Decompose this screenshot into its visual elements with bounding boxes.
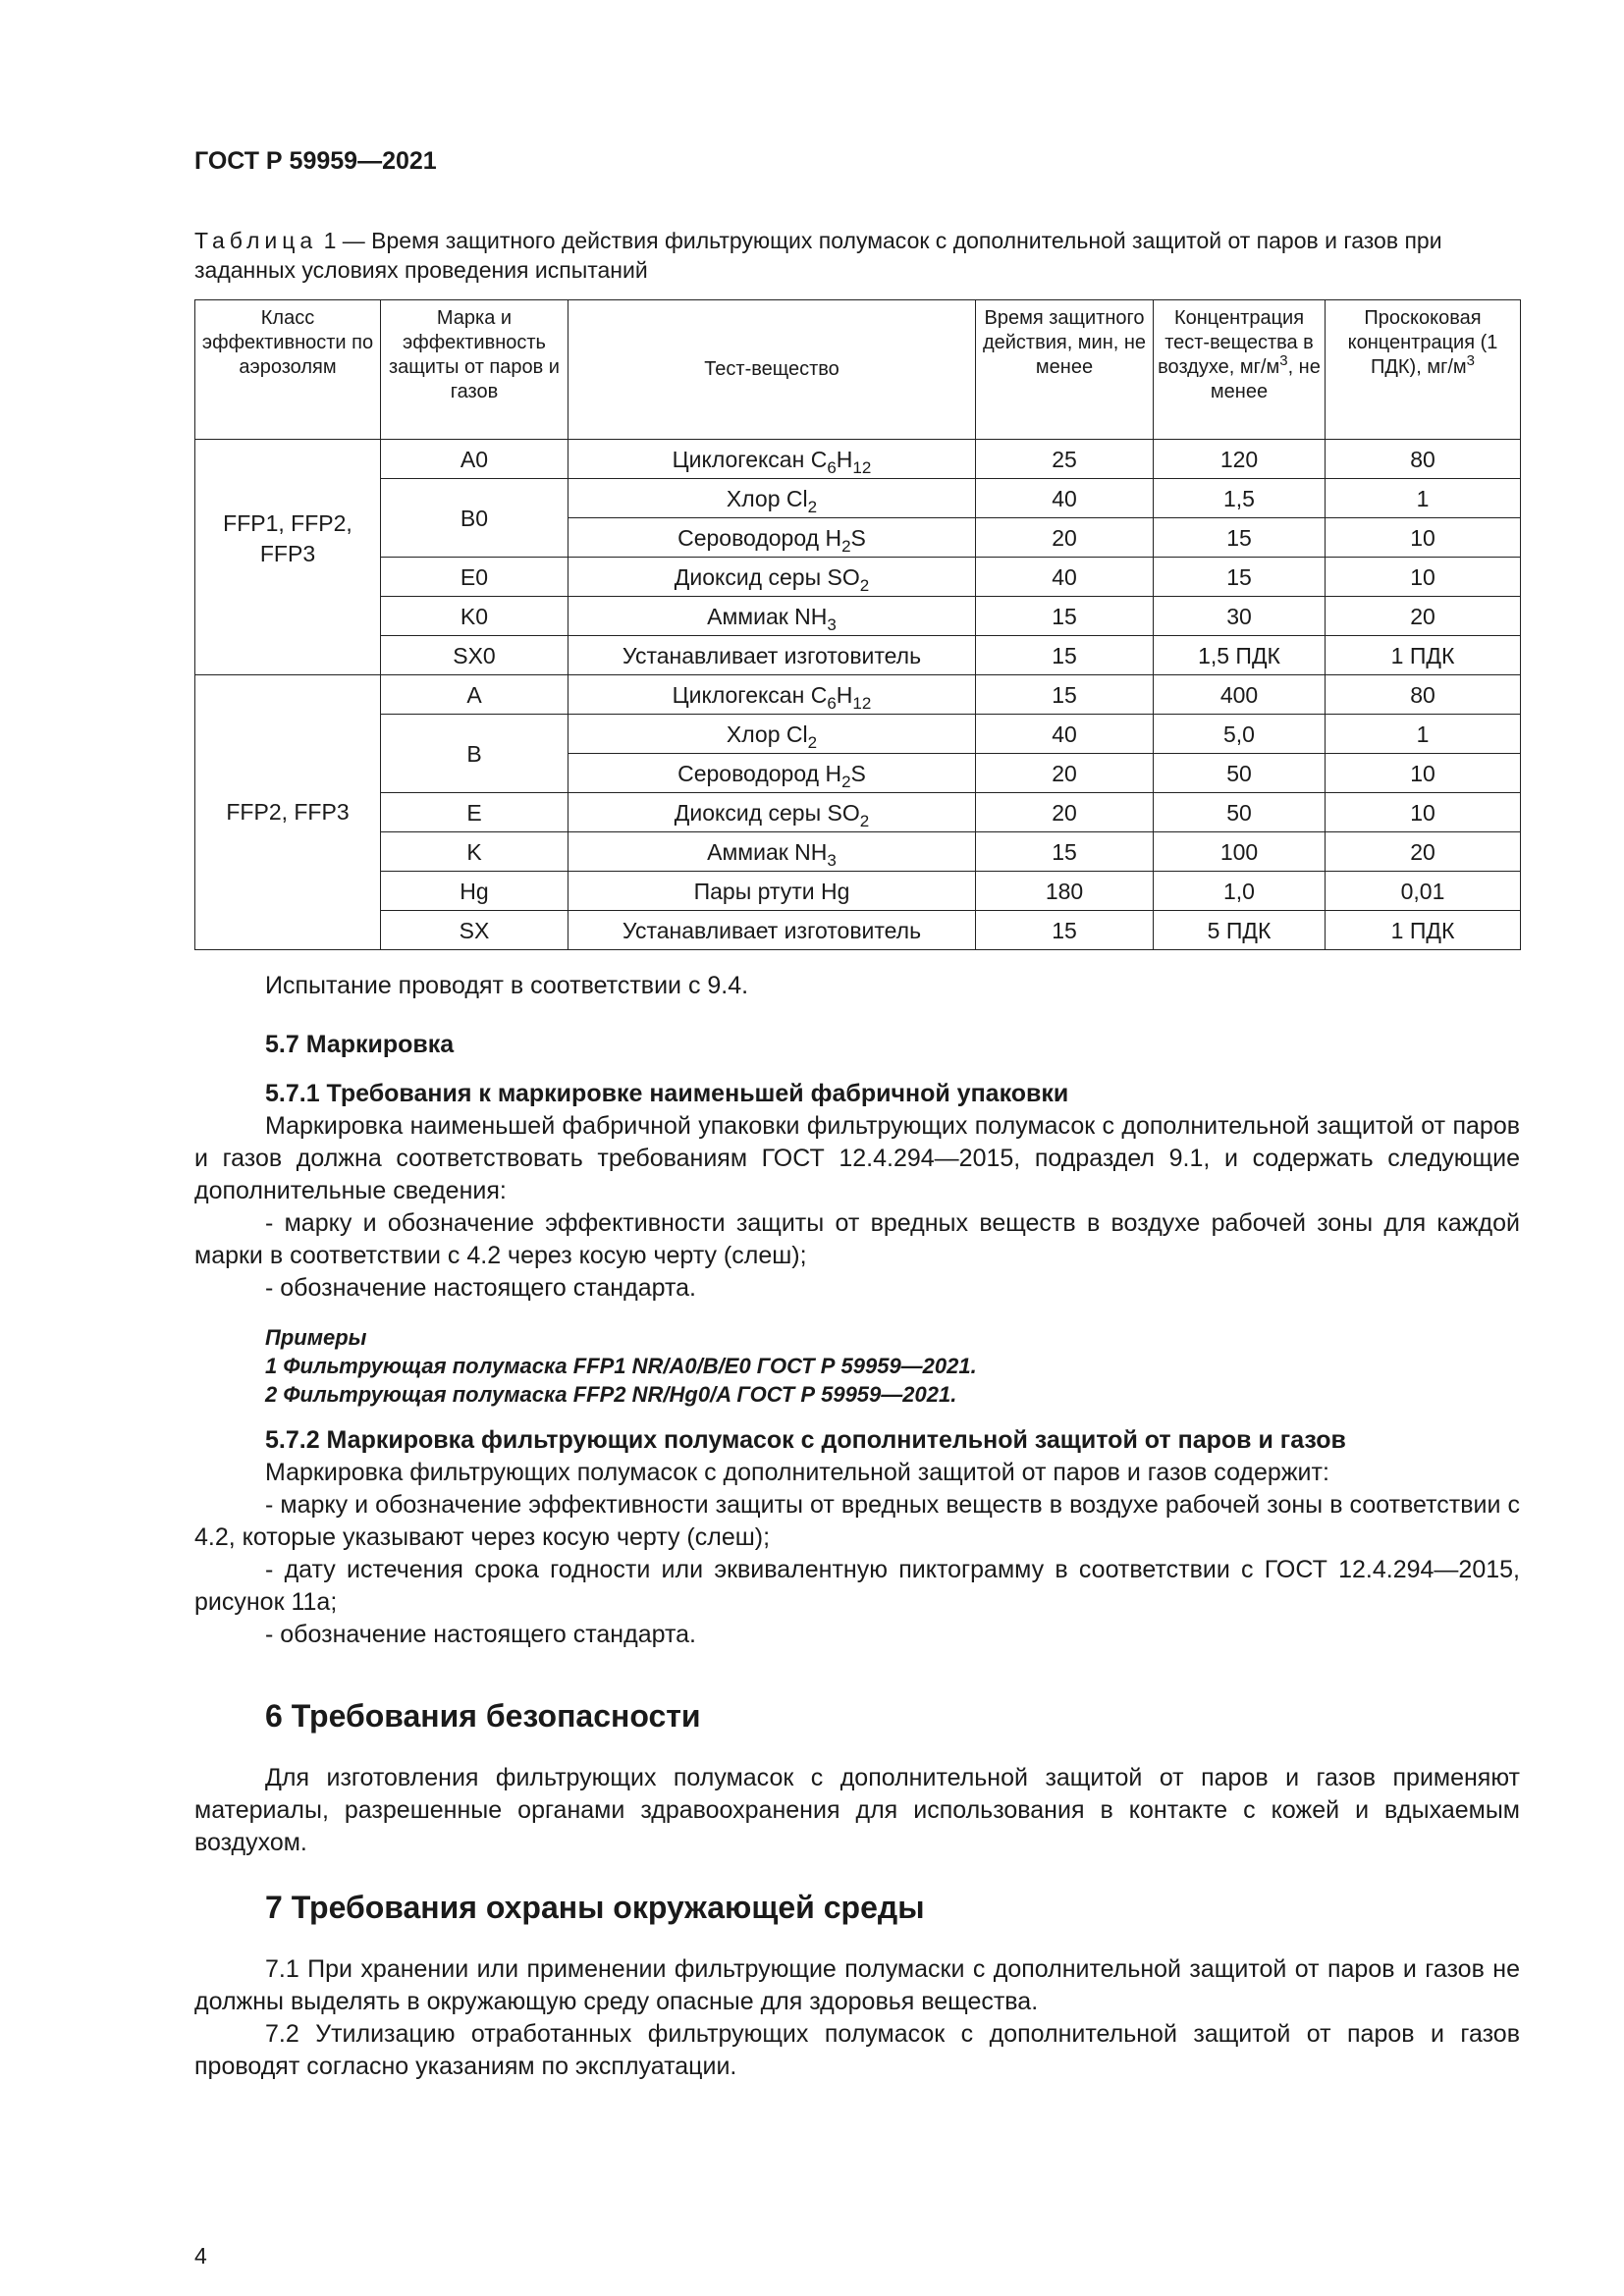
table-note: Испытание проводят в соответствии с 9.4. (265, 972, 749, 999)
mark-cell: K (381, 832, 568, 872)
mark-cell: E (381, 793, 568, 832)
section-6-title: 6 Требования безопасности (265, 1698, 701, 1734)
table-row (195, 872, 1521, 911)
substance-cell: Устанавливает изготовитель (568, 911, 976, 950)
breakthrough-cell: 1 (1326, 479, 1521, 518)
mark-cell: B (381, 715, 568, 793)
table-row (195, 793, 1521, 832)
list-item: - марку и обозначение эффективности защиты от вредных веществ в воздухе рабочей зоны в соответствии с 4.2, которые указывают через косую черту (слеш); (194, 1491, 1520, 1551)
substance-cell: Сероводород $H_2S$ (568, 518, 976, 558)
section-7-title: 7 Требования охраны окружающей среды (265, 1890, 925, 1925)
document-header: ГОСТ Р 59959—2021 (194, 147, 437, 175)
concentration-cell: 15 (1154, 518, 1326, 558)
header-concentration-text: Концентрация тест-вещества в воздухе, мг/м (1158, 307, 1314, 378)
breakthrough-cell: 20 (1326, 832, 1521, 872)
table-caption-label: Таблица (194, 228, 318, 253)
breakthrough-cell: 10 (1326, 793, 1521, 832)
protection-time-table (194, 299, 1521, 950)
concentration-cell: 400 (1154, 675, 1326, 715)
group-label: FFP1, FFP2, FFP3 (195, 440, 381, 675)
breakthrough-cell: 1 (1326, 715, 1521, 754)
substance-cell: Сероводород $H_2S$ (568, 754, 976, 793)
example-item: 1 Фильтрующая полумаска FFP1 NR/A0/B/E0 ГОСТ Р 59959—2021. (265, 1354, 977, 1378)
unit-exponent: 3 (1279, 352, 1288, 369)
header-concentration-tail: , не менее (1210, 356, 1321, 402)
mark-cell: Hg (381, 872, 568, 911)
substance-cell: Хлор $Cl_2$ (568, 479, 976, 518)
breakthrough-cell: 20 (1326, 597, 1521, 636)
substance-cell: Диоксид серы $SO_2$ (568, 793, 976, 832)
list-item: - обозначение настоящего стандарта. (265, 1621, 696, 1648)
time-cell: 40 (976, 479, 1154, 518)
table-header-row (195, 300, 1521, 440)
table-caption-text: — Время защитного действия фильтрующих полумасок с дополнительной защитой от паров и газов при заданных условиях проведения испытаний (194, 228, 1442, 283)
paragraph: Маркировка наименьшей фабричной упаковки фильтрующих полумасок с дополнительной защитой от паров и газов должна соответствовать требованиям ГОСТ 12.4.294—2015, подраздел 9.1, и содержать следующие дополнительные сведения: (194, 1112, 1520, 1204)
time-cell: 15 (976, 636, 1154, 675)
mark-cell: K0 (381, 597, 568, 636)
table-row (195, 715, 1521, 754)
breakthrough-cell: 10 (1326, 558, 1521, 597)
mark-cell: A0 (381, 440, 568, 479)
time-cell: 20 (976, 518, 1154, 558)
breakthrough-cell: 1 ПДК (1326, 911, 1521, 950)
example-item: 2 Фильтрующая полумаска FFP2 NR/Hg0/A ГОСТ Р 59959—2021. (265, 1382, 957, 1407)
substance-cell: Аммиак $NH_3$ (568, 597, 976, 636)
section-5-7-2-title: 5.7.2 Маркировка фильтрующих полумасок с дополнительной защитой от паров и газов (265, 1426, 1346, 1454)
time-cell: 20 (976, 793, 1154, 832)
mark-cell: A (381, 675, 568, 715)
page-number: 4 (194, 2243, 207, 2269)
substance-cell: Хлор $Cl_2$ (568, 715, 976, 754)
time-cell: 180 (976, 872, 1154, 911)
table-row (195, 597, 1521, 636)
table-row (195, 832, 1521, 872)
table-row (195, 440, 1521, 479)
breakthrough-cell: 0,01 (1326, 872, 1521, 911)
concentration-cell: 50 (1154, 754, 1326, 793)
table-row (195, 911, 1521, 950)
paragraph: Для изготовления фильтрующих полумасок с дополнительной защитой от паров и газов применяют материалы, разрешенные органами здравоохранения для использования в контакте с кожей и вдыхаемым воздухом. (194, 1764, 1520, 1856)
mark-cell: B0 (381, 479, 568, 558)
substance-cell: Аммиак $NH_3$ (568, 832, 976, 872)
table-row (195, 479, 1521, 518)
mark-cell: SX (381, 911, 568, 950)
breakthrough-cell: 1 ПДК (1326, 636, 1521, 675)
header-substance: Тест-вещество (568, 300, 976, 440)
concentration-cell: 15 (1154, 558, 1326, 597)
substance-cell: Устанавливает изготовитель (568, 636, 976, 675)
time-cell: 15 (976, 675, 1154, 715)
list-item: - обозначение настоящего стандарта. (265, 1274, 696, 1302)
time-cell: 20 (976, 754, 1154, 793)
table-caption (194, 226, 1520, 285)
substance-cell: Диоксид серы $SO_2$ (568, 558, 976, 597)
time-cell: 25 (976, 440, 1154, 479)
unit-exponent: 3 (1466, 352, 1476, 369)
paragraph: 7.2 Утилизацию отработанных фильтрующих полумасок с дополнительной защитой от паров и газов проводят согласно указаниям по эксплуатации. (194, 2020, 1520, 2080)
table-caption-number: 1 (323, 228, 337, 253)
concentration-cell: 50 (1154, 793, 1326, 832)
concentration-cell: 1,0 (1154, 872, 1326, 911)
header-class: Класс эффективности по аэрозолям (195, 300, 381, 440)
mark-cell: SX0 (381, 636, 568, 675)
table-row (195, 675, 1521, 715)
time-cell: 40 (976, 715, 1154, 754)
concentration-cell: 120 (1154, 440, 1326, 479)
paragraph: Маркировка фильтрующих полумасок с дополнительной защитой от паров и газов содержит: (265, 1459, 1329, 1486)
header-time: Время защитного действия, мин, не менее (976, 300, 1154, 440)
time-cell: 15 (976, 597, 1154, 636)
time-cell: 40 (976, 558, 1154, 597)
table-row (195, 636, 1521, 675)
time-cell: 15 (976, 832, 1154, 872)
header-breakthrough-text: Проскоковая концентрация (1 ПДК), мг/м (1347, 307, 1498, 378)
concentration-cell: 1,5 (1154, 479, 1326, 518)
header-mark: Марка и эффективность защиты от паров и газов (381, 300, 568, 440)
concentration-cell: 5,0 (1154, 715, 1326, 754)
list-item: - марку и обозначение эффективности защиты от вредных веществ в воздухе рабочей зоны для каждой марки в соответствии с 4.2 через косую черту (слеш); (194, 1209, 1520, 1269)
substance-cell: Циклогексан $C_6H_{12}$ (568, 675, 976, 715)
breakthrough-cell: 80 (1326, 675, 1521, 715)
time-cell: 15 (976, 911, 1154, 950)
header-concentration (1154, 300, 1326, 440)
table-row (195, 558, 1521, 597)
concentration-cell: 30 (1154, 597, 1326, 636)
breakthrough-cell: 10 (1326, 754, 1521, 793)
substance-cell: Пары ртути Hg (568, 872, 976, 911)
section-5-7-1-title: 5.7.1 Требования к маркировке наименьшей фабричной упаковки (265, 1080, 1069, 1107)
examples-title: Примеры (265, 1325, 367, 1350)
breakthrough-cell: 10 (1326, 518, 1521, 558)
section-5-7-title: 5.7 Маркировка (265, 1031, 455, 1058)
list-item: - дату истечения срока годности или эквивалентную пиктограмму в соответствии с ГОСТ 12.4.294—2015, рисунок 11а; (194, 1556, 1520, 1616)
breakthrough-cell: 80 (1326, 440, 1521, 479)
mark-cell: E0 (381, 558, 568, 597)
concentration-cell: 100 (1154, 832, 1326, 872)
paragraph: 7.1 При хранении или применении фильтрующие полумаски с дополнительной защитой от паров и газов не должны выделять в окружающую среду опасные для здоровья вещества. (194, 1955, 1520, 2015)
concentration-cell: 5 ПДК (1154, 911, 1326, 950)
header-breakthrough (1326, 300, 1521, 440)
substance-cell: Циклогексан $C_6H_{12}$ (568, 440, 976, 479)
group-label: FFP2, FFP3 (195, 675, 381, 950)
concentration-cell: 1,5 ПДК (1154, 636, 1326, 675)
